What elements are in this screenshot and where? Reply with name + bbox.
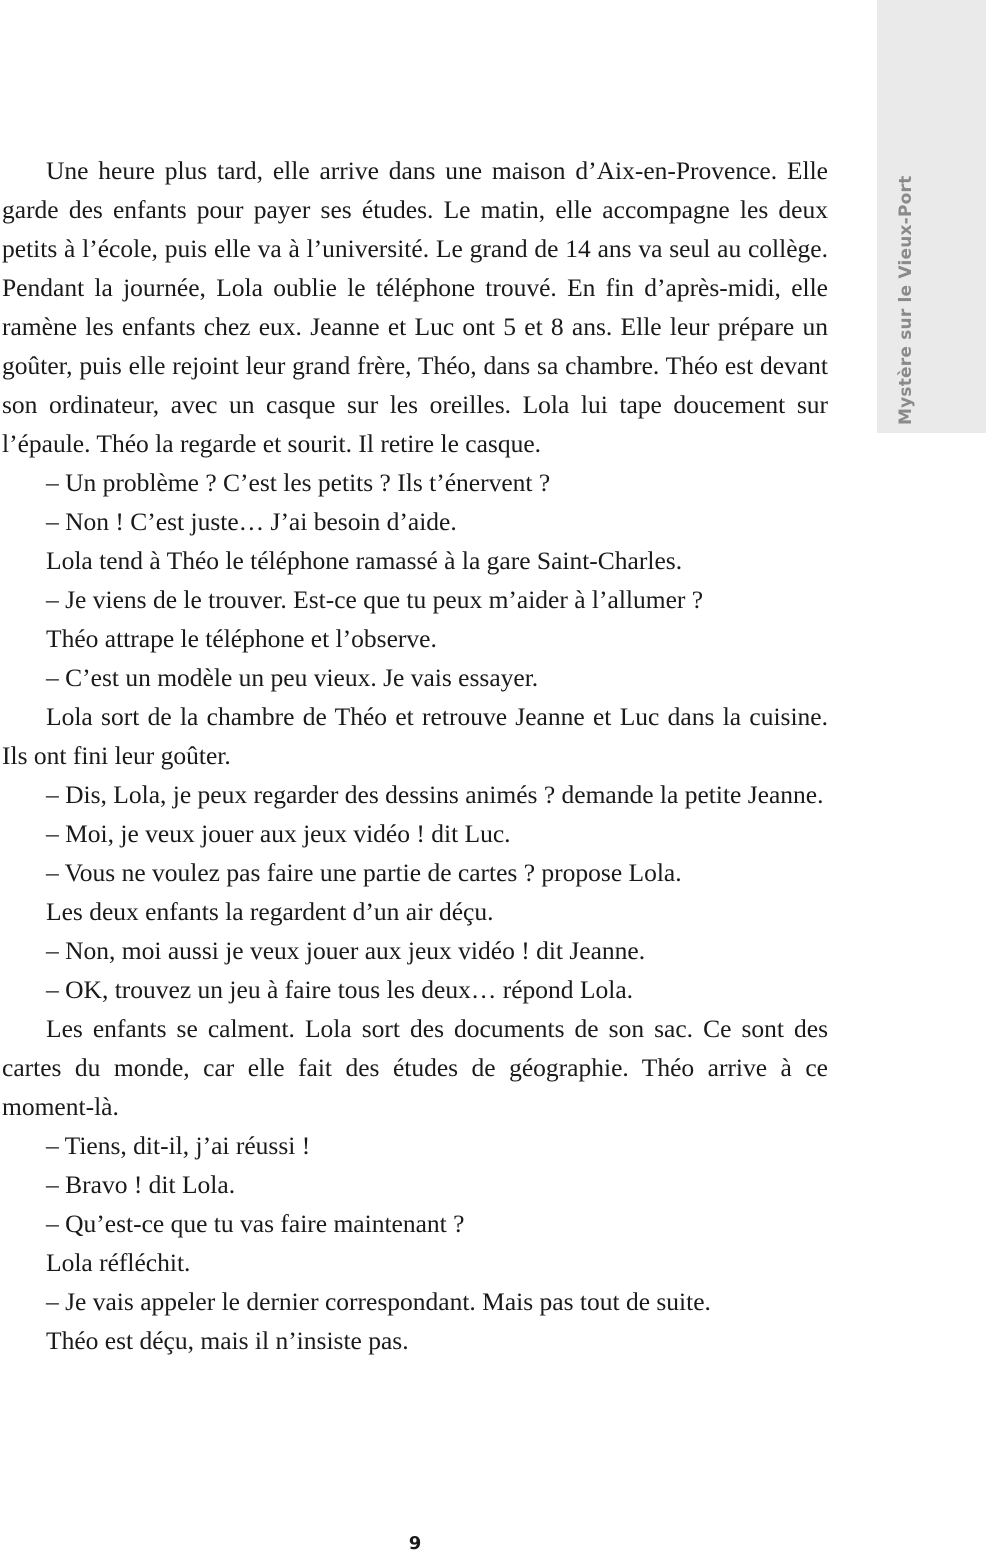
paragraph: Les enfants se calment. Lola sort des documents de son sac. Ce sont des cartes du monde, car elle fait des études de géographie. Théo arrive à ce moment-là. xyxy=(2,1014,828,1121)
paragraph: Les deux enfants la regardent d’un air déçu. xyxy=(46,897,494,926)
paragraph: – Je viens de le trouver. Est-ce que tu peux m’aider à l’allumer ? xyxy=(46,585,704,614)
running-title-tab xyxy=(877,0,986,433)
paragraph: Lola réfléchit. xyxy=(46,1248,191,1277)
paragraph: – Non ! C’est juste… J’ai besoin d’aide. xyxy=(46,507,457,536)
paragraph: – Qu’est-ce que tu vas faire maintenant ? xyxy=(46,1209,465,1238)
paragraph: – Bravo ! dit Lola. xyxy=(46,1170,236,1199)
paragraph: – Vous ne voulez pas faire une partie de cartes ? propose Lola. xyxy=(46,858,682,887)
paragraph: Une heure plus tard, elle arrive dans une maison d’Aix-en-Provence. Elle garde des enfants pour payer ses études. Le matin, elle accompagne les deux petits à l’école, puis elle va à l’université. Le grand de 14 ans va seul au collège. Pendant la journée, Lola oublie le téléphone trouvé. En fin d’après-midi, elle ramène les enfants chez eux. Jeanne et Luc ont 5 et 8 ans. Elle leur prépare un goûter, puis elle rejoint leur grand frère, Théo, dans sa chambre. Théo est devant son ordinateur, avec un casque sur les oreilles. Lola lui tape doucement sur l’épaule. Théo la regarde et sourit. Il retire le casque. xyxy=(2,156,828,458)
paragraph: – OK, trouvez un jeu à faire tous les deux… répond Lola. xyxy=(46,975,634,1004)
page-number: 9 xyxy=(408,1533,422,1554)
paragraph: Théo attrape le téléphone et l’observe. xyxy=(46,624,437,653)
paragraph: – Un problème ? C’est les petits ? Ils t’énervent ? xyxy=(46,468,551,497)
paragraph: – Moi, je veux jouer aux jeux vidéo ! dit Luc. xyxy=(46,819,511,848)
paragraph: – C’est un modèle un peu vieux. Je vais essayer. xyxy=(46,663,539,692)
paragraph: Lola tend à Théo le téléphone ramassé à la gare Saint-Charles. xyxy=(46,546,683,575)
paragraph: – Dis, Lola, je peux regarder des dessins animés ? demande la petite Jeanne. xyxy=(46,780,824,809)
paragraph: – Non, moi aussi je veux jouer aux jeux vidéo ! dit Jeanne. xyxy=(46,936,646,965)
paragraph: – Tiens, dit-il, j’ai réussi ! xyxy=(46,1131,311,1160)
running-title: Mystère sur le Vieux-Port xyxy=(896,175,916,425)
paragraph: Lola sort de la chambre de Théo et retrouve Jeanne et Luc dans la cuisine. Ils ont fini leur goûter. xyxy=(2,702,828,770)
paragraph: – Je vais appeler le dernier correspondant. Mais pas tout de suite. xyxy=(46,1287,711,1316)
body-text xyxy=(2,151,828,1360)
paragraph: Théo est déçu, mais il n’insiste pas. xyxy=(46,1326,409,1355)
